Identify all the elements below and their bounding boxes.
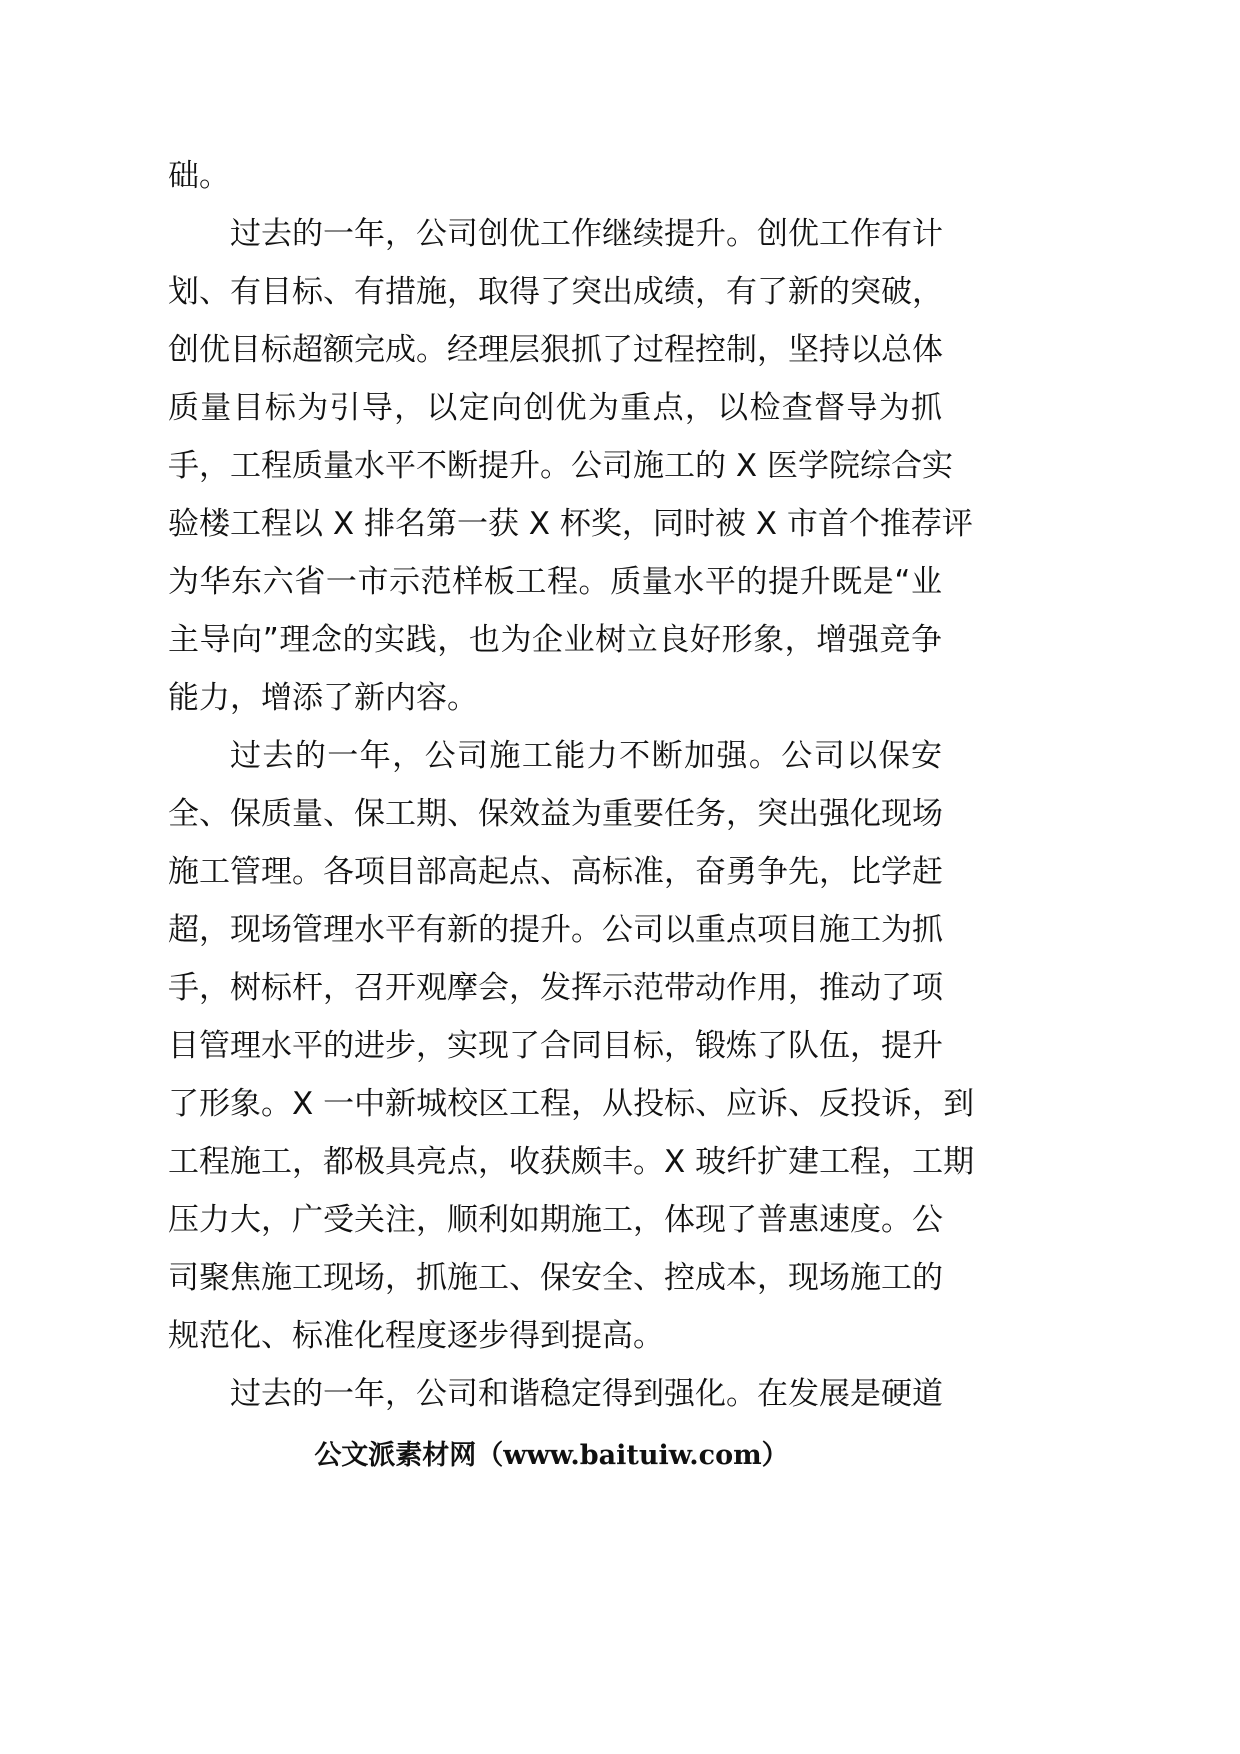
text-line: 超，现场管理水平有新的提升。公司以重点项目施工为抓 [168,912,943,948]
text-line: 过去的一年，公司创优工作继续提升。创优工作有计 [230,216,943,252]
text-line: 础。 [168,158,230,194]
text-line: 能力，增添了新内容。 [168,680,478,716]
text-line: 过去的一年，公司和谐稳定得到强化。在发展是硬道 [230,1376,943,1412]
footer-watermark: 公文派素材网（www.baituiw.com） [314,1440,789,1471]
text-line: 规范化、标准化程度逐步得到提高。 [168,1318,664,1354]
text-line: 为华东六省一市示范样板工程。质量水平的提升既是“业 [168,564,942,600]
text-line: 司聚焦施工现场，抓施工、保安全、控成本，现场施工的 [168,1260,943,1296]
text-line: 主导向”理念的实践，也为企业树立良好形象，增强竞争 [168,622,942,658]
text-line: 手，树标杆，召开观摩会，发挥示范带动作用，推动了项 [168,970,943,1006]
text-line: 工程施工，都极具亮点，收获颇丰。X 玻纤扩建工程，工期 [168,1144,975,1180]
text-line: 划、有目标、有措施，取得了突出成绩，有了新的突破， [168,274,943,310]
text-line: 验楼工程以 X 排名第一获 X 杯奖，同时被 X 市首个推荐评 [168,506,973,542]
text-line: 目管理水平的进步，实现了合同目标，锻炼了队伍，提升 [168,1028,943,1064]
text-line: 压力大，广受关注，顺利如期施工，体现了普惠速度。公 [168,1202,943,1238]
text-line: 质量目标为引导，以定向创优为重点，以检查督导为抓 [168,390,942,426]
text-line: 全、保质量、保工期、保效益为重要任务，突出强化现场 [168,796,943,832]
text-line: 手，工程质量水平不断提升。公司施工的 X 医学院综合实 [168,448,953,484]
body-text [168,147,975,1423]
text-line: 过去的一年，公司施工能力不断加强。公司以保安 [230,738,942,774]
text-line: 施工管理。各项目部高起点、高标准，奋勇争先，比学赶 [168,854,943,890]
text-line: 创优目标超额完成。经理层狠抓了过程控制，坚持以总体 [168,332,943,368]
text-line: 了形象。X 一中新城校区工程，从投标、应诉、反投诉，到 [168,1086,975,1122]
